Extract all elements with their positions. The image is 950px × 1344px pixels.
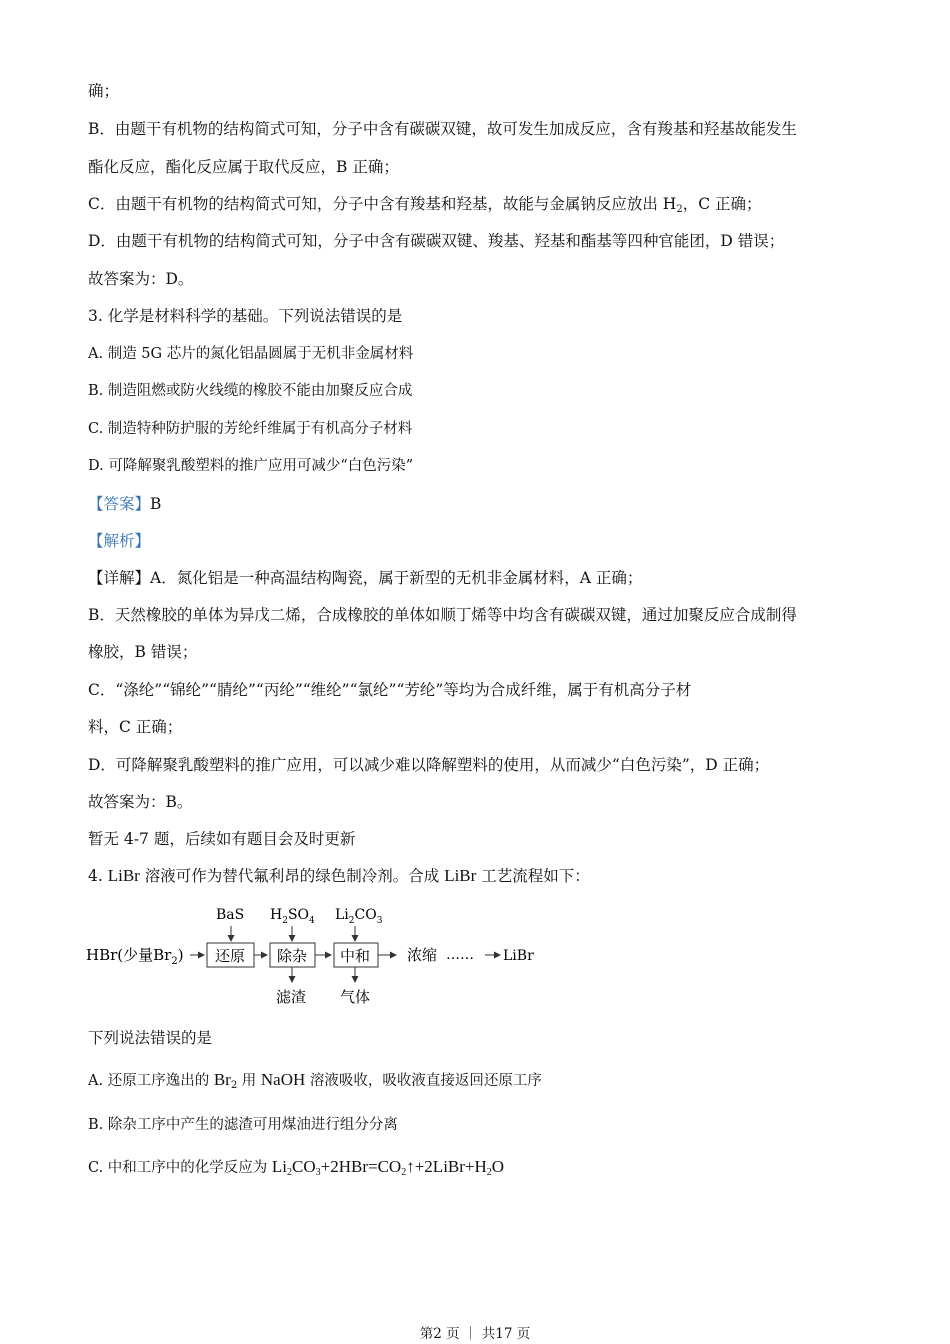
option-b: B. 除杂工序中产生的滤渣可用煤油进行组分分离: [88, 1117, 398, 1133]
output-residue: 滤渣: [276, 988, 307, 1006]
question-number: 4.: [88, 867, 108, 885]
text-segment: 工艺流程如下：: [476, 867, 590, 885]
option-d: D. 可降解聚乳酸塑料的推广应用可减少“白色污染”: [88, 458, 414, 474]
update-note: 暂无 4-7 题，后续如有题目会及时更新: [88, 830, 356, 848]
product-libr: LiBr: [503, 948, 534, 964]
question-3-stem: 3. 化学是材料科学的基础。下列说法错误的是: [88, 307, 403, 325]
explanation-line: 橡胶，B 错误；: [88, 643, 198, 661]
subscript: 2: [230, 1080, 238, 1091]
box-neutralization-label: 中和: [340, 947, 371, 965]
text-segment: 溶液吸收，吸收液直接返回还原工序: [305, 1073, 542, 1089]
answer-tag: 【答案】: [88, 495, 151, 513]
explanation-line: 【详解】A．氮化铝是一种高温结构陶瓷，属于新型的无机非金属材料，A 正确；: [88, 569, 643, 587]
explanation-line: 料，C 正确；: [88, 718, 183, 736]
text-segment: A. 还原工序逸出的: [88, 1073, 214, 1089]
subscript: 2: [676, 204, 683, 215]
box-reduction-label: 还原: [215, 947, 246, 965]
text-line: 确；: [88, 82, 120, 100]
reagent-h2so4: $H_2SO_4$: [270, 907, 315, 926]
question-4-stem: [88, 866, 590, 886]
text-segment: 溶液可作为替代氟利昂的绿色制冷剂。合成: [139, 867, 445, 885]
reagent-li2co3: $Li_2CO_3$: [335, 907, 383, 926]
formula-naoh: NaOH: [260, 1070, 306, 1089]
formula-libr: LiBr: [107, 866, 140, 885]
text-segment: C．由题干有机物的结构简式可知，分子中含有羧基和羟基，故能与金属钠反应放出 H: [88, 195, 677, 213]
explanation-line: 故答案为：B。: [88, 793, 193, 811]
explanation-line: B．天然橡胶的单体为异戊二烯，合成橡胶的单体如顺丁烯等中均含有碳碳双键，通过加聚反应合成制得: [88, 606, 797, 624]
text-segment: 用: [237, 1073, 261, 1089]
text-line: [88, 194, 761, 214]
formula-libr: LiBr: [444, 866, 477, 885]
option-a: A. 制造 5G 芯片的氮化铝晶圆属于无机非金属材料: [88, 346, 414, 362]
text-line: 故答案为：D。: [88, 270, 194, 288]
analysis-tag: 【解析】: [88, 532, 151, 550]
question-4-prompt: 下列说法错误的是: [88, 1029, 213, 1047]
text-segment: C. 中和工序中的化学反应为: [88, 1160, 272, 1176]
explanation-line: D．可降解聚乳酸塑料的推广应用，可以减少难以降解塑料的使用，从而减少“白色污染”，D 正确；: [88, 756, 770, 774]
output-gas: 气体: [340, 988, 371, 1006]
explanation-line: C．“涤纶”“锦纶”“腈纶”“丙纶”“维纶”“氯纶”“芳纶”等均为合成纤维，属于有机高分子材: [88, 681, 692, 699]
process-flow-diagram: [80, 898, 560, 1013]
text-line: 酯化反应，酯化反应属于取代反应，B 正确；: [88, 158, 399, 176]
option-b: B. 制造阻燃或防火线缆的橡胶不能由加聚反应合成: [88, 383, 413, 399]
option-a: [88, 1070, 542, 1091]
page-footer: 第2 页 ｜ 共17 页: [419, 1326, 531, 1342]
start-material: HBr(少量$Br_2$): [86, 946, 184, 967]
text-segment: ，C 正确；: [682, 195, 762, 213]
option-c: C. 制造特种防护服的芳纶纤维属于有机高分子材料: [88, 421, 413, 437]
box-purification-label: 除杂: [277, 947, 308, 965]
text-line: D．由题干有机物的结构简式可知，分子中含有碳碳双键、羧基、羟基和酯基等四种官能团，D 错误；: [88, 232, 785, 250]
text-line: B．由题干有机物的结构简式可知，分子中含有碳碳双键，故可发生加成反应，含有羧基和羟基故能发生: [88, 120, 797, 138]
reaction-equation: $Li_2CO_3+2HBr=CO_2↑+2LiBr+H_2O$: [271, 1157, 505, 1178]
answer-value: B: [150, 495, 162, 513]
option-c: [88, 1157, 504, 1178]
answer-line: [88, 494, 161, 514]
reagent-bas: BaS: [216, 907, 245, 923]
concentrate-label: 浓缩: [407, 946, 438, 964]
formula-br2: Br: [213, 1070, 231, 1089]
ellipsis: ……: [446, 947, 474, 963]
